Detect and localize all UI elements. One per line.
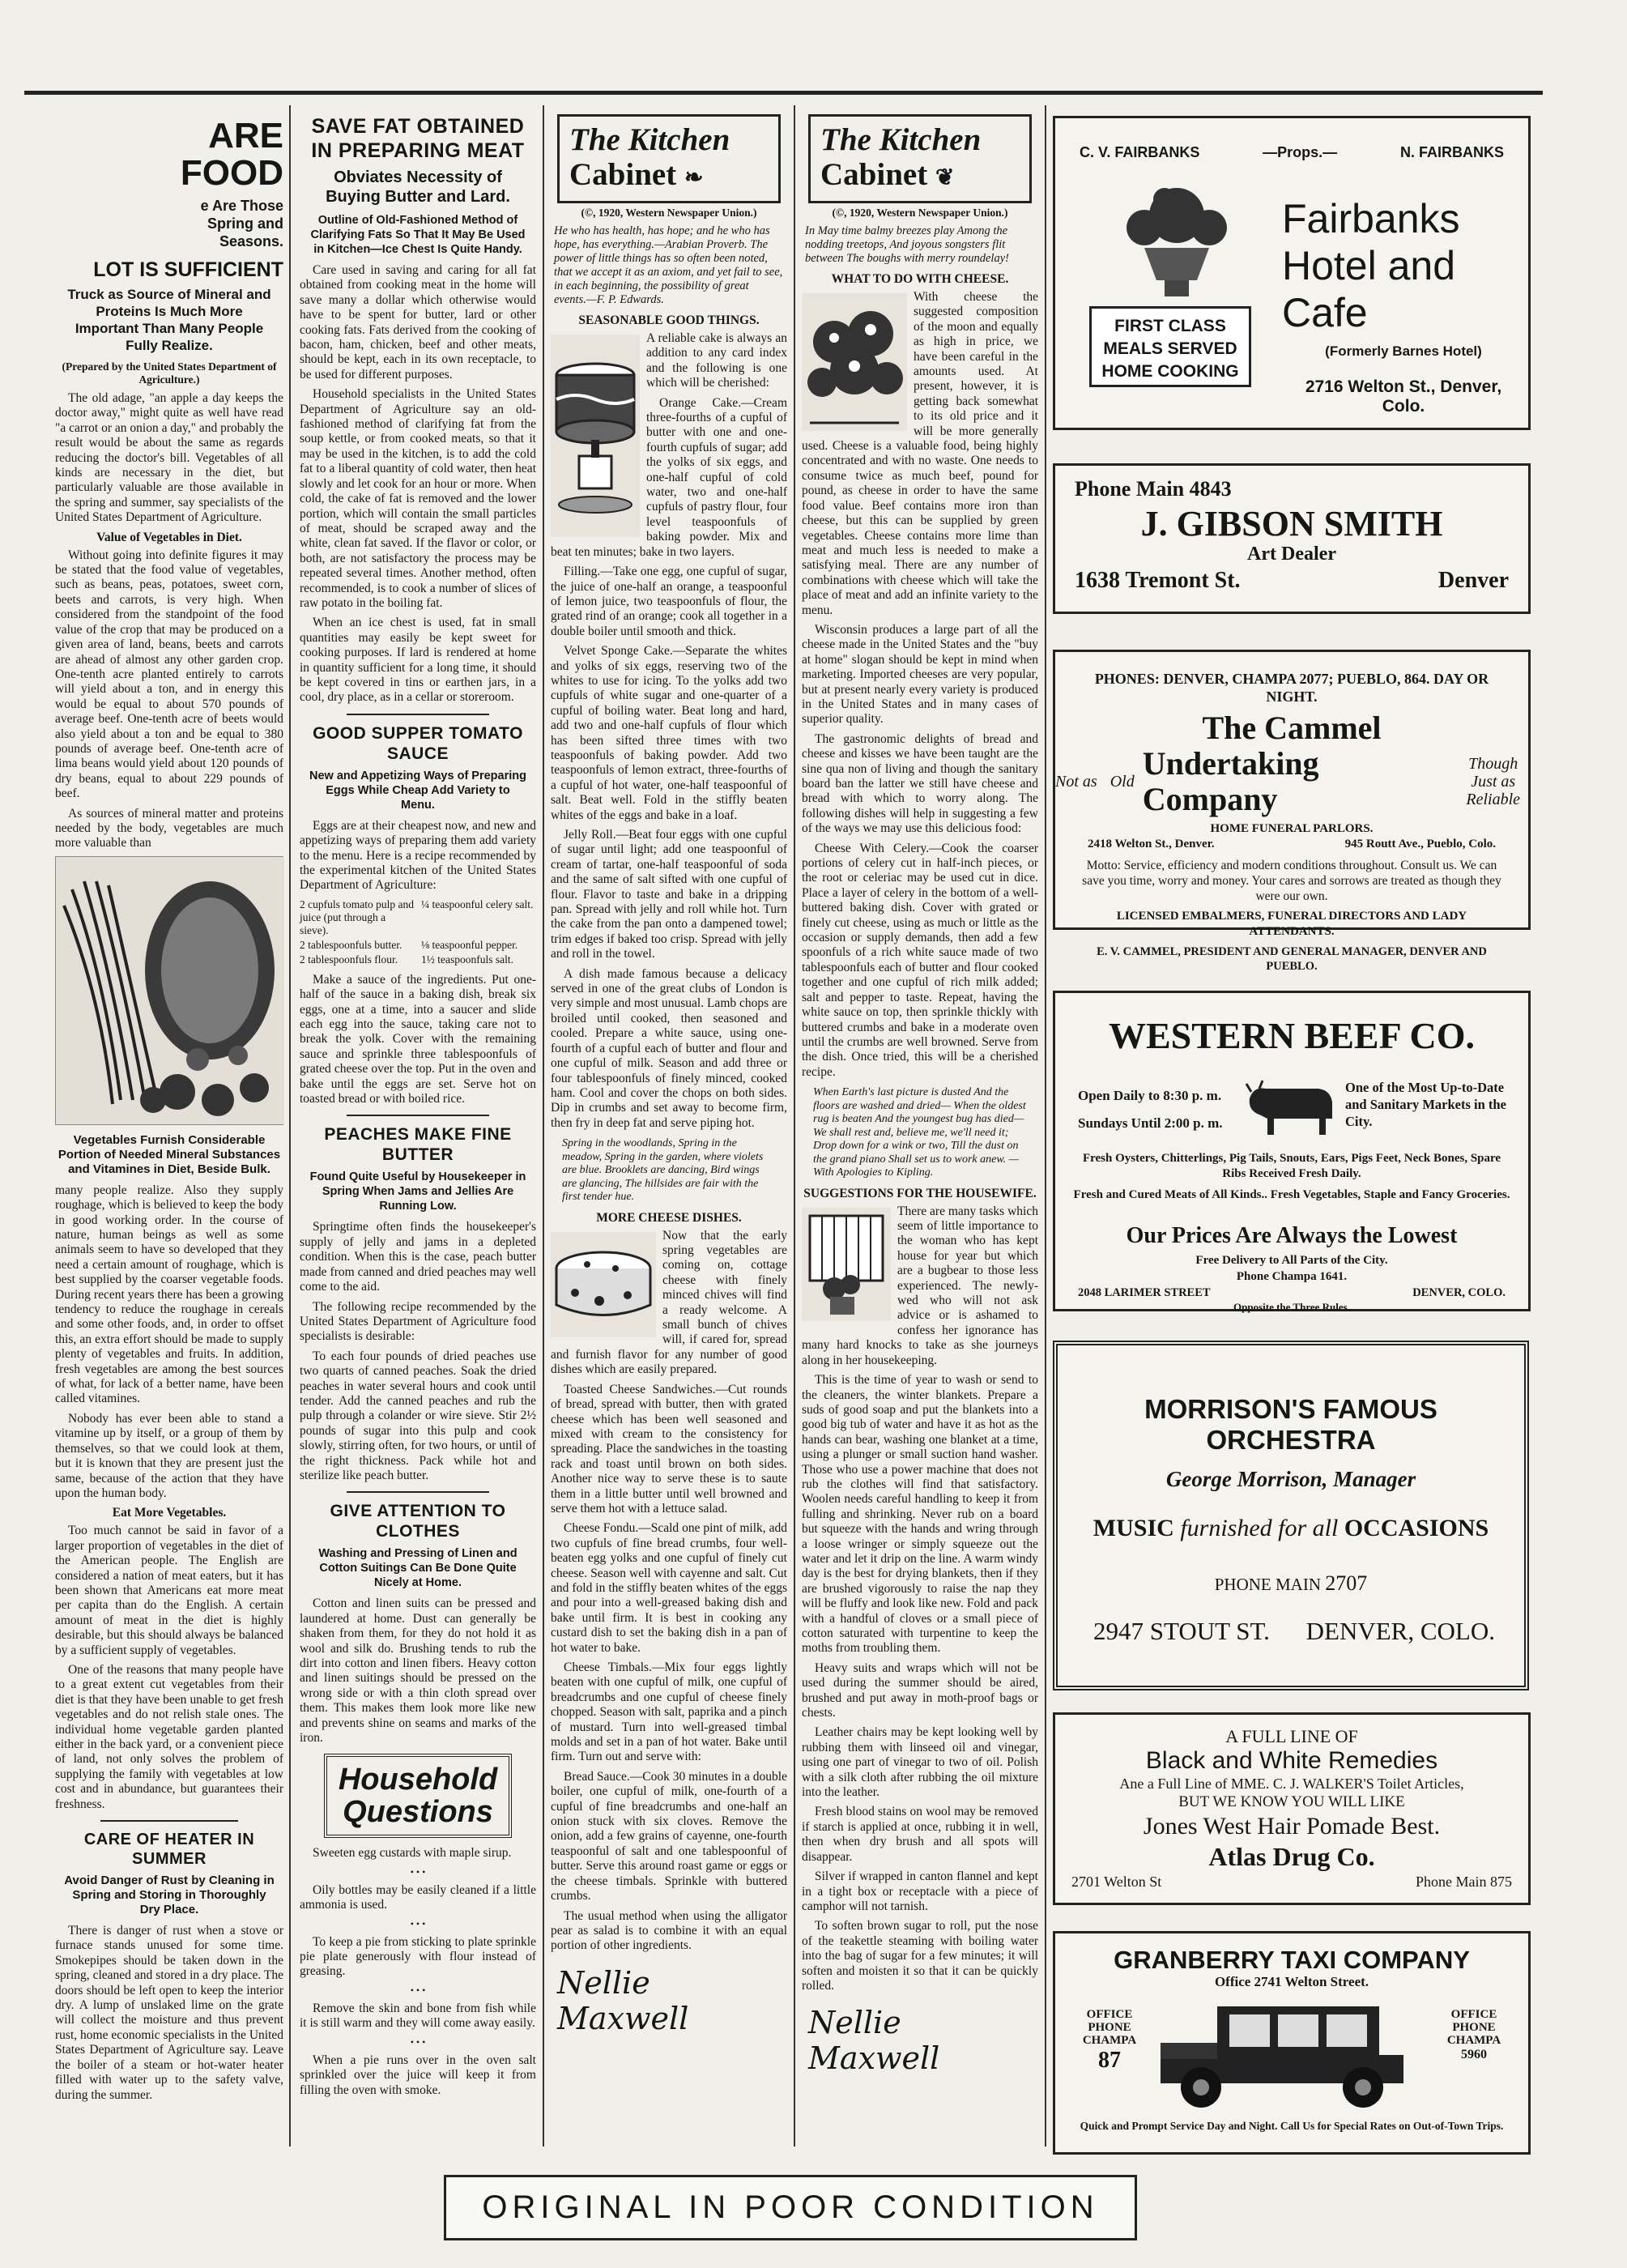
condition-banner: ORIGINAL IN POOR CONDITION: [444, 2175, 1137, 2240]
ad-atlas-drug: A FULL LINE OF Black and White Remedies Ane a Full Line of MME. C. J. WALKER'S Toilet Articles, BUT WE KNOW YOU WILL LIKE Jones West Hair Pomade Best. Atlas Drug Co. 2701 Welton St Phone Main 875: [1053, 1712, 1531, 1905]
divider: [347, 1491, 488, 1493]
recipe: Jelly Roll.—Beat four eggs with one cupful of sugar until light; add one teaspoonful of cream of tartar, one-half teaspoonful of soda and the same of salt sifted with one cupful of flour. Flavor to taste and bake in a dripping pan. Spread with jelly and roll while hot. Turn the cake from the pan onto a dampened towel; trim edges if baked too crisp. Spread with jelly and roll in the towel.: [551, 828, 787, 961]
article-paragraph: Care used in saving and caring for all fat obtained from cooking meat in the home will save many a dollar which otherwise would have to be spent for butter, lard or other cooking fats. Fats derived from the cooking of bacon, ham, chicken, beef and other meats, should be kept, each in its own receptacle, to be used for different purposes.: [300, 263, 536, 382]
recipe: Velvet Sponge Cake.—Separate the whites and yolks of six eggs, reserving two of the whites to use for icing. To the yolks add two cupfuls of white sugar and one-quarter of a cupful of boiling water. Beat long and hard, add two and one-half cupfuls of flour which has been sifted three times with two teaspoonfuls of baking powder. Add two teaspoonfuls of lemon extract, three-fourths of a cupful of hot water, one-half teaspoonful of salt. Beat well. Fold in the stiffly beaten whites of the eggs and bake in a loaf.: [551, 644, 787, 822]
divider: [100, 1820, 237, 1822]
heater-deck: Avoid Danger of Rust by Cleaning in Spring and Storing in Thoroughly Dry Place.: [64, 1874, 275, 1917]
section-heading: MORE CHEESE DISHES.: [596, 1210, 742, 1225]
article-paragraph: A reliable cake is always an addition to any card index and the following is one which will be cherished:: [646, 331, 787, 390]
tip-separator: • • •: [410, 2036, 426, 2048]
window-illustration: [802, 1208, 891, 1321]
ad-morrison-orchestra: MORRISON'S FAMOUS ORCHESTRA George Morrison, Manager MUSIC furnished for all OCCASIONS PHONE MAIN 2707 2947 STOUT ST. DENVER, COLO.: [1053, 1341, 1529, 1690]
recipe: Bread Sauce.—Cook 30 minutes in a double boiler, one cupful of milk, one-fourth of a cupful of fine breadcrumbs and one-half an onion stuck with six cloves. Remove the onion, add a few grains of cayenne, one-fourth teaspoonful of salt and one tablespoonful of butter. Serve this around roast game or eggs or the cheese timbals. Sprinkle with buttered crumbs.: [551, 1769, 787, 1904]
headline-deck: e Are Those Spring and Seasons.: [200, 198, 283, 249]
poem: When Earth's last picture is dusted And the floors are washed and dried— When the oldest rug is beaten And the youngest bug has died— We shall rest and, believe me, we'll need it; Drop down for a wink or two, Till the dust on the grand piano Shall set us to work anew. —With Apologies to Kipling.: [813, 1086, 1026, 1179]
article-paragraph: The following recipe recommended by the United States Department of Agriculture food specialists is desirable:: [300, 1299, 536, 1344]
heater-headline: CARE OF HEATER IN SUMMER: [83, 1831, 255, 1869]
tomato-headline: GOOD SUPPER TOMATO SAUCE: [313, 723, 523, 763]
article-paragraph: With cheese the suggested composition of the moon and equally as high in price, we have been careful in the amounts used. At present, however, it is getting back somewhat to its old price and it will be more generally used. Cheese is a valuable food, being highly concentrated and with no waste. One needs to consume twice as much beef, pound for pound, as cheese in order to have the same food value. Beef contains more iron than cheese, but this can be supplied by green vegetables. Cheese contains more lime than meat and much less is needed to make a satisfying meal. There are any number of combinations with cheese which will take the place of meat and add an infinite variety to the menu.: [802, 290, 1038, 617]
column-rule: [1045, 105, 1046, 2146]
motto: In May time balmy breezes play Among the nodding treetops, And joyous songsters flit between The boughs with merry roundelay!: [805, 224, 1009, 265]
cheese-illustration: [551, 1232, 656, 1337]
cheese-wheel-icon: [551, 1232, 656, 1337]
ad-cammel-undertaking: PHONES: DENVER, CHAMPA 2077; PUEBLO, 864. DAY OR NIGHT. The Cammel Not as Old Undertaking Company Though Just as Reliable HOME FUNERAL PARLORS. 2418 Welton St., Denver. 945 Routt Ave., Pueblo, Colo. Motto: Service, efficiency and modern conditions throughout. Consult us. We can save you time, worry and money. Your cares and sorrows are treated as though they were our own. LICENSED EMBALMERS, FUNERAL DIRECTORS AND LADY ATTENDANTS. E. V. CAMMEL, PRESIDENT AND GENERAL MANAGER, DENVER AND PUEBLO.: [1053, 650, 1531, 930]
illustration-caption: Vegetables Furnish Considerable Portion of Needed Mineral Substances and Vitamines in Diet, Beside Bulk.: [57, 1132, 281, 1176]
clothes-headline: GIVE ATTENTION TO CLOTHES: [330, 1502, 506, 1541]
tip: Sweeten egg custards with maple sirup.: [313, 1846, 512, 1861]
household-questions-box: Household Questions: [324, 1754, 512, 1838]
kitchen-cabinet-masthead: The Kitchen Cabinet ❧: [557, 114, 781, 203]
flowers-illustration: [802, 293, 907, 431]
column-1: [55, 109, 283, 2167]
column-rule: [543, 105, 544, 2146]
recipe: Filling.—Take one egg, one cupful of sugar, the juice of one-half an orange, a teaspoonful of lemon juice, two teaspoonfuls of flour, the grated rind of an orange; cook all together in a double boiler until smooth and thick.: [551, 565, 787, 638]
recipe: Toasted Cheese Sandwiches.—Cut rounds of bread, spread with butter, then with grated cheese which has been well seasoned and mixed with cream to the consistency for spreading. Place the sandwiches in the toasting rack and toast until brown on both sides. Another nice way to serve these is to saute them in a little butter until well browned and serve them hot with a lettuce salad.: [551, 1382, 787, 1516]
meals-sign: FIRST CLASS MEALS SERVED HOME COOKING: [1089, 306, 1251, 387]
signature: Nellie Maxwell: [808, 2005, 940, 2077]
tomato-deck: New and Appetizing Ways of Preparing Eggs While Cheap Add Variety to Menu.: [309, 769, 526, 812]
divider: [347, 714, 488, 715]
kitchen-cabinet-masthead: The Kitchen Cabinet ❦: [808, 114, 1032, 203]
vegetables-basket-icon: [56, 857, 284, 1124]
article-paragraph: Leather chairs may be kept looking well by rubbing them with linseed oil and vinegar, using one part of vinegar to two of oil. Polish with a silk cloth after rubbing the oil mixture into the leather.: [802, 1725, 1038, 1800]
article-paragraph: There are many tasks which seem of little importance to the woman who has kept house for year but which are a bugbear to those less experienced. The newly-wed who will not ask advice or is ashamed to confess her ignorance has many hard knocks to take as she journeys along in her housekeeping.: [802, 1204, 1038, 1367]
section-heading: SEASONABLE GOOD THINGS.: [578, 313, 760, 327]
subhead: Value of Vegetables in Diet.: [96, 530, 242, 544]
ad-fairbanks-hotel: C. V. FAIRBANKS —Props.— N. FAIRBANKS FIRST CLASS MEALS SERVED HOME COOKING Fairbanks Hotel and Cafe (Formerly Barnes Hotel) 2716 Welton St., Denver, Colo.: [1053, 116, 1531, 430]
article-paragraph: The usual method when using the alligator pear as salad is to combine it with an equal portion of other ingredients.: [551, 1908, 787, 1953]
column-rule: [794, 105, 795, 2146]
fat-subdeck: Outline of Old-Fashioned Method of Clarifying Fats So That It May Be Used in Kitchen—Ice Chest Is Quite Handy.: [310, 214, 526, 256]
tip-separator: • • •: [410, 1865, 426, 1878]
article-paragraph: Without going into definite figures it may be stated that the food value of vegetables, such as beans, peas, potatoes, sweet corn, beets and carrots, is very high. When considered from the standpoint of the food value of the crop that may be produced on a given area of land, beans, beets and carrots are ahead of almost any other garden crop. One-tenth acre planted entirely to carrots will yield about a ton, and in energy this would be equal to about 570 pounds of average beef. One-tenth acre of beets would also yield about a ton and be equal to 380 pounds of average beef. One-tenth acre of lima beans would yield about 120 pounds of dry beans, equal to about 229 pounds of beef.: [55, 548, 283, 801]
fat-headline: SAVE FAT OBTAINED IN PREPARING MEAT: [311, 115, 525, 162]
tip: To keep a pie from sticking to plate sprinkle pie plate generously with flour instead of greasing.: [300, 1934, 536, 1979]
ad-granberry-taxi: GRANBERRY TAXI COMPANY Office 2741 Welton Street. OFFICE PHONE CHAMPA 87 OFFICE PHONE CHAMPA 5960 Quick and Prompt Service Day and Night. Call Us for Special Rates on Out-of-Town Trips.: [1053, 1931, 1531, 2155]
section-heading: SUGGESTIONS FOR THE HOUSEWIFE.: [803, 1186, 1037, 1200]
recipe: Cheese Timbals.—Mix four eggs lightly beaten with one cupful of milk, one cupful of breadcrumbs and one cupful of cheese finely chopped. Season with salt, paprika and a pinch of mustard. Turn into well-greased timbal molds and set in a pan of hot water. Bake until firm. Turn out and serve with:: [551, 1660, 787, 1764]
layer-cake-icon: [551, 335, 640, 537]
ad-gibson-smith: Phone Main 4843 J. GIBSON SMITH Art Dealer 1638 Tremont St. Denver: [1053, 463, 1531, 614]
window-plant-icon: [802, 1208, 891, 1321]
headline: ARE FOOD: [180, 116, 283, 193]
poem: Spring in the woodlands, Spring in the meadow, Spring in the garden, where violets are blue. Brooklets are dancing, Bird wings are glancing, The hillsides are fair with the first tender hue.: [562, 1137, 764, 1204]
credit-line: (©, 1920, Western Newspaper Union.): [581, 207, 757, 219]
cow-icon: [1242, 1074, 1339, 1139]
taxi-car-icon: [1152, 1998, 1428, 2112]
tip: Oily bottles may be easily cleaned if a little ammonia is used.: [300, 1882, 536, 1912]
recipe: Cheese With Celery.—Cook the coarser portions of celery cut in half-inch pieces, or the root or celeriac may be used cut in dice. Place a layer of celery in the bottom of a well-buttered baking dish. Cover with grated or finely cut cheese, using as much or little as the occasion or supply demands, then add a few spoonfuls of a rich white sauce made of two tablespoonfuls each of butter and flour cooked together and one cupful of rich milk added; salt and pepper to taste. Repeat, having the white sauce on top, then sprinkle thickly with buttered crumbs and bake in a moderate oven until the crumbs are well browned. Serve from the dish. Once tried, this will be a cherished recipe.: [802, 841, 1038, 1079]
recipe: Orange Cake.—Cream three-fourths of a cupful of butter with one and one-fourth cupfuls of sugar; add the yolks of six eggs, and one-half cupful of cold water, two and one-half cupfuls of pastry flour, four level teaspoonfuls of baking powder. Mix and beat ten minutes; bake in two layers.: [551, 395, 787, 559]
article-paragraph: Now that the early spring vegetables are coming on, cottage cheese with finely minced chives will find a ready welcome. A small bunch of chives will, if cared for, spread and furnish flavor for any number of good dishes which are easily prepared.: [551, 1228, 787, 1377]
article-paragraph: To each four pounds of dried peaches use two quarts of canned peaches. Soak the dried peaches in water several hours and cook until tender. Add the canned peaches and rub the pulp through a colander or wire sieve. Stir 2½ pounds of sugar into this pulp and cook slowly, stirring often, for two hours, or until of the right thickness. Pack while hot and sterilize like peach butter.: [300, 1349, 536, 1482]
article-paragraph: Too much cannot be said in favor of a larger proportion of vegetables in the diet of the American people. The English are considered a nation of meat eaters, but it has been shown that Americans eat more meat per capita than do the English. A certain amount of meat in the diet is highly desirable, but this should always be balanced by a sufficient supply of vegetables.: [55, 1524, 283, 1657]
article-paragraph: One of the reasons that many people have to a great extent cut vegetables from their diet is that they have been unable to get fresh vegetables and do not relish stale ones. The individual home vegetable garden planted either in the back yard, or a convenient piece of land, not only solves the problem of supplying the family with vegetables at low cost and in abundance, but guarantees their freshness.: [55, 1662, 283, 1811]
credit-line: (Prepared by the United States Department of Agriculture.): [62, 360, 277, 386]
peaches-headline: PEACHES MAKE FINE BUTTER: [324, 1125, 512, 1165]
article-paragraph: Nobody has ever been able to stand a vitamine up by itself, or a group of them by themselves, so that we could look at them, but it is known that they are present just the same, because of the action that they have upon the human body.: [55, 1411, 283, 1500]
article-paragraph: There is danger of rust when a stove or furnace stands unused for some time. Smokepipes should be taken down in the spring, cleaned and stored in a dry place. The doors should be left open to keep the interior dry. A lump of unslaked lime on the grate will collect the moisture and thus prevent rust, home economic specialists in the United States Department of Agriculture say. Leave the boiler of a steam or hot-water heater filled with water up to the safety valve, during the summer.: [55, 1924, 283, 2102]
flower-bush-icon: [802, 293, 907, 431]
top-rule: [24, 91, 1543, 95]
article-paragraph: To soften brown sugar to roll, put the nose of the teakettle steaming with boiling water into the bag of sugar for a few minutes; it will soften and moisten it so that it can be quickly rolled.: [802, 1919, 1038, 1993]
clothes-deck: Washing and Pressing of Linen and Cotton Suitings Can Be Done Quite Nicely at Home.: [318, 1547, 517, 1590]
article-paragraph: A dish made famous because a delicacy served in one of the great clubs of London is very simple and most unusual. Lamb chops are broiled until cooked, then seasoned and cooled. Prepare a white sauce, using one-fourth of a cupful each of butter and flour and one cupful of milk. Season and add three or four tablespoonfuls of finely minced, cooked ham. Cool and cover the chops on both sides. Dip in crumbs and set away to become firm, then fry in deep fat and serve piping hot.: [551, 966, 787, 1130]
article-paragraph: Cotton and linen suits can be pressed and laundered at home. Dust can generally be shaken from them, for they do not hold it as wool and silk do. Brushing tends to rub the dirt into cotton and linen fibers. Heavy cotton and linen suitings should be pressed on the wrong side or with a thin cloth spread over them. This makes them look more like new and prevents shine on seams and marks of the iron.: [300, 1597, 536, 1746]
article-paragraph: The old adage, "an apple a day keeps the doctor away," might quite as well have read "a carrot or an onion a day," and probably the result would be about the same as regards reducing the doctor's bill. Vegetables of all kinds are necessary in the diet, but particularly valuable are those available in the spring and summer, say specialists of the United States Department of Agriculture.: [55, 391, 283, 525]
article-paragraph: Household specialists in the United States Department of Agriculture say an old-fashioned method of clarifying fat from the soup kettle, or from cooked meats, so that it may be used in the kitchen, is to add the cold fat to a liberal quantity of cold water, then heat slowly and let cook for an hour or more. When cold, the cake of fat is removed and the lower portion, which will contain the small particles of meat, should be scraped away and the white, clean fat saved. If the flavor or color, or both, are not satisfactory the process may be repeated several times. Another method, often recommended, is to cook a number of slices of raw potato in the boiling fat.: [300, 387, 536, 610]
flower-urn-icon: [1088, 183, 1266, 305]
column-3: [551, 109, 787, 2167]
article-paragraph: many people realize. Also they supply roughage, which is believed to keep the body in good working order. In the course of nature, human beings as well as some animals seem to have so developed that they need a certain amount of roughage, which is best supplied by the coarser vegetable foods. During recent years there has been a growing tendency to reduce the roughage in cereals and some other foods, and, in order to offset this, an extra effort should be made to supply plenty of vegetables and fruits. In addition, fresh vegetables are among the best sources of what, for lack of a better name, have been called vitamines.: [55, 1183, 283, 1406]
article-paragraph: When an ice chest is used, fat in small quantities may easily be kept sweet for cooking purposes. If lard is rendered at home in quantity sufficient for a long time, it should be kept covered in tins or earthen jars, in a cool, dry place, as in a cellar or storeroom.: [300, 616, 536, 705]
ornament-icon: ❧: [684, 165, 704, 190]
ad-western-beef: WESTERN BEEF CO. Open Daily to 8:30 p. m. Sundays Until 2:00 p. m. One of the Most Up-to-Date and Sanitary Markets in the City. Fresh Oysters, Chitterlings, Pig Tails, Snouts, Ears, Pigs Feet, Neck Bones, Spare Ribs Received Fresh Daily. Fresh and Cured Meats of All Kinds.. Fresh Vegetables, Staple and Fancy Groceries. Our Prices Are Always the Lowest Free Delivery to All Parts of the City. Phone Champa 1641. 2048 LARIMER STREET DENVER, COLO. Opposite the Three Rules.: [1053, 991, 1531, 1311]
tip-separator: • • •: [410, 1917, 426, 1929]
column-2: [300, 109, 536, 2167]
article-paragraph: The gastronomic delights of bread and cheese and kisses we have been taught are the sine qua non of living and though the sanitary board ban the latter we still have cheese and bread with which to worry along. The following dishes will help in suggesting a few of the ways we may use this delicious food:: [802, 731, 1038, 836]
tip-separator: • • •: [410, 1984, 426, 1996]
subhead: Eat More Vegetables.: [112, 1506, 227, 1520]
recipe-ingredients: 2 cupfuls tomato pulp and juice (put through a sieve). ¼ teaspoonful celery salt. 2 tablespoonfuls butter. ⅛ teaspoonful pepper. 2 tablespoonfuls flour. 1½ teaspoonfuls salt.: [300, 897, 534, 966]
article-paragraph: Springtime often finds the housekeeper's supply of jelly and jams in a depleted condition. When this is the case, peach butter made from canned and dried peaches may well come to the aid.: [300, 1220, 536, 1294]
article-paragraph: As sources of mineral matter and proteins needed by the body, vegetables are much more valuable than: [55, 806, 283, 850]
motto: He who has health, has hope; and he who has hope, has everything.—Arabian Proverb. The power of little things has so often been noted, that we accept it as an axiom, and yet fail to see, in each beginning, the possibility of great events.—F. P. Edwards.: [554, 224, 783, 306]
peaches-deck: Found Quite Useful by Housekeeper in Spring When Jams and Jellies Are Running Low.: [309, 1170, 526, 1213]
article-paragraph: Wisconsin produces a large part of all the cheese made in the United States and the "buy at home" slogan should be kept in mind when marketing. Imported cheeses are very popular, but at present nearly every variety is produced in the United States and in many cases of superior quality.: [802, 622, 1038, 727]
vegetables-illustration: [55, 856, 283, 1125]
credit-line: (©, 1920, Western Newspaper Union.): [832, 207, 1008, 219]
article-paragraph: Heavy suits and wraps which will not be used during the summer should be aired, brushed and put away in moth-proof bags or chests.: [802, 1660, 1038, 1720]
signature: Nellie Maxwell: [557, 1964, 689, 2036]
tip: Remove the skin and bone from fish while it is still warm and they will come away easily.: [300, 2001, 536, 2031]
article-paragraph: Make a sauce of the ingredients. Put one-half of the sauce in a baking dish, break six eggs, one at a time, into a saucer and slide each egg into the sauce, taking care not to break the yolk. Cover with the remaining sauce and sprinkle three tablespoonfuls of grated cheese over the top. Put in the oven and bake until the eggs are set. Serve hot on toasted bread or with boiled rice.: [300, 972, 536, 1106]
urn-illustration: [1088, 183, 1266, 305]
column-4: [802, 109, 1038, 2167]
tip: When a pie runs over in the oven salt sprinkled over the juice will keep it from filling the oven with smoke.: [300, 2053, 536, 2097]
divider: [347, 1115, 488, 1116]
hotel-name: Fairbanks Hotel and Cafe: [1282, 196, 1460, 335]
article-paragraph: Fresh blood stains on wool may be removed if starch is applied at once, rubbing it in well, then when dry brush and all spots will disappear.: [802, 1805, 1038, 1864]
sub-deck: Truck as Source of Mineral and Proteins Is Much More Important Than Many People Fully Realize.: [67, 287, 271, 353]
article-paragraph: Eggs are at their cheapest now, and new and appetizing ways of preparing them add variety to the menu. Here is a recipe recommended by the experimental kitchen of the United States Department of Agriculture:: [300, 818, 536, 893]
ornament-icon: ❦: [935, 165, 955, 190]
fat-deck: Obviates Necessity of Buying Butter and Lard.: [326, 168, 510, 206]
article-paragraph: This is the time of year to wash or send to the cleaners, the winter blankets. Prepare a suds of good soap and put the blankets into a good big tub of water and have it as hot as the hands can bear, washing one blanket at a time, using a plunger or small suction hand washer. Those who use a power machine that does not rub the clothes will find that satisfactory. Woolen needs careful handling to keep it from fulling and shrinking. Never rub on a board but squeeze with the hands and wring through a loose wringer or simply squeeze out the water and let it drip on the line. A warm windy day is the best for drying blankets, then if they are brushed vigorously to raise the nap they will be fluffy and look like new. Fold and pack with a handful of cloves or a small piece of cotton saturated with turpentine to keep the moths from troubling them.: [802, 1373, 1038, 1656]
cake-illustration: [551, 335, 640, 537]
recipe: Cheese Fondu.—Scald one pint of milk, add two cupfuls of fine bread crumbs, four well-beaten egg yolks and one cupful of finely cut cheese. Season well with cayenne and salt. Cut and fold in the stiffly beaten whites of the eggs and pour into a well-greased baking dish and bake until firm. It is best in cooking any custard dish to set the baking dish in a pan of hot water to bake.: [551, 1521, 787, 1655]
column-rule: [289, 105, 291, 2146]
sub-heading: LOT IS SUFFICIENT: [93, 258, 283, 281]
article-paragraph: Silver if wrapped in canton flannel and kept in a tight box or receptacle with a piece of camphor will not tarnish.: [802, 1869, 1038, 1913]
section-heading: WHAT TO DO WITH CHEESE.: [831, 272, 1009, 286]
